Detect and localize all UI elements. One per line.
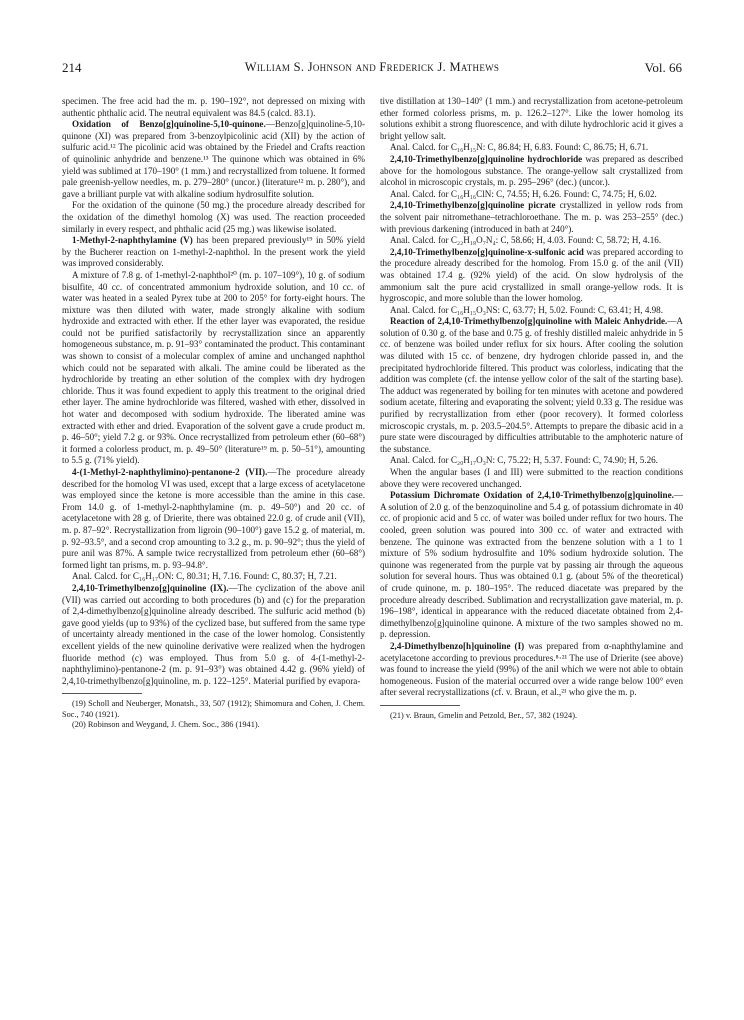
analysis-line: Anal. Calcd. for C₂₂H₁₈O₇N₄: C, 58.66; H, 4.03. Found: C, 58.72; H, 4.16. <box>390 235 662 246</box>
analysis-line: Anal. Calcd. for C₁₆H₁₅N: C, 86.84; H, 6.83. Found: C, 86.75; H, 6.71. <box>390 142 649 153</box>
section-heading: 4-(1-Methyl-2-naphthylimino)-pentanone-2 (VII). <box>72 467 268 477</box>
paragraph: 2,4-Dimethylbenzo[h]quinoline (I) was prepared from α-naphthylamine and acetylacetone according to previous procedures.⁸·²¹ The use of Drierite (see above) was found to increase the yield (99%) of the anil which we were not able to obtain homogeneous. Fusion of the material occurred over a wide range below 100° even after several recrystallizations (cf. v. Braun, et al.,²¹ who give the m. p. <box>380 640 683 698</box>
analysis-line: Anal. Calcd. for C₁₆H₁₇ON: C, 80.31; H, 7.16. Found: C, 80.37; H, 7.21. <box>72 571 337 582</box>
paragraph: Oxidation of Benzo[g]quinoline-5,10-quinone.—Benzo[g]quinoline-5,10-quinone (XI) was prepared from 3-benzoylpicolinic acid (XII) by the action of sulfuric acid.¹² The picolinic acid was obtained by the Friedel and Crafts reaction of quinolinic anhydride and benzene.¹³ The quinone which was obtained in 6% yield was sublimed at 170–190° (1 mm.) and recrystallized from toluene. It formed pale greenish-yellow needles, m. p. 279–280° (uncor.) (literature¹² m. p. 280°), and gave a brilliant purple vat with alkaline sodium hydrosulfite solution. <box>62 119 365 199</box>
volume-label: Vol. 66 <box>644 60 682 75</box>
footnote-divider <box>380 705 460 706</box>
paragraph: Potassium Dichromate Oxidation of 2,4,10-Trimethylbenzo[g]quinoline.—A solution of 2.0 g. of the benzoquinoline and 5.4 g. of potassium dichromate in 40 cc. of propionic acid and 5 cc. of water was boiled under reflux for two hours. The cooled, green solution was poured into 300 cc. of water and extracted with benzene. The quinone was extracted from the benzene solution with a 1 to 1 mixture of 5% sodium hydrosulfite and 10% sodium hydroxide solution. The quinone was regenerated from the purple vat by passing air through the aqueous solution for several hours. Thus was obtained 0.1 g. (about 5% of the theoretical) of crude quinone, m. p. 180–195°. The reduced diacetate was prepared by the procedure already described. Sublimation and recrystallization gave material, m. p. 196–198°, identical in appearance with the reduced diacetate obtained from 2,4-dimethylbenzo[g]quinoline quinone. A mixture of the two samples showed no m. p. depression. <box>380 490 683 640</box>
page-number: 214 <box>62 60 82 75</box>
running-title: William S. Johnson and Frederick J. Mathews <box>244 60 500 74</box>
section-heading: 2,4,10-Trimethylbenzo[g]quinoline hydrochloride <box>390 153 583 164</box>
paragraph: tive distillation at 130–140° (1 mm.) and recrystallization from acetone-petroleum ether formed colorless prisms, m. p. 126.2–127°. Like the lower homolog its solutions exhibit a strong fluorescence, and with dilute hydrochloric acid it gives a bright yellow salt. <box>380 96 683 141</box>
paragraph: specimen. The free acid had the m. p. 190–192°, not depressed on mixing with authentic phthalic acid. The neutral equivalent was 84.5 (calcd. 83.1). <box>62 96 365 118</box>
footnote-divider <box>62 693 142 694</box>
page-header <box>62 60 682 80</box>
right-column <box>380 96 683 966</box>
section-heading: Reaction of 2,4,10-Trimethylbenzo[g]quinoline with Maleic Anhydride. <box>390 316 668 327</box>
footnote: (20) Robinson and Weygand, J. Chem. Soc., 386 (1941). <box>72 720 260 730</box>
left-column <box>62 96 365 966</box>
analysis-line: Anal. Calcd. for C₁₆H₁₆ClN: C, 74.55; H, 6.26. Found: C, 74.75; H, 6.02. <box>390 188 657 199</box>
paragraph: 2,4,10-Trimethylbenzo[g]quinoline (IX).—The cyclization of the above anil (VII) was carried out according to both procedures (b) and (c) for the preparation of 2,4-dimethylbenzo[g]quinoline already described. The sulfuric acid method (b) gave good yields (up to 93%) of the cyclized base, but suffered from the same type of uncertainty already mentioned in the case of the lower homolog. Consistently excellent yields of the new quinoline derivative were realized when the hydrogen fluoride method (c) was employed. Thus from 5.0 g. of 4-(1-methyl-2-naphthylimino)-pentanone-2 (m. p. 91–93°) was obtained 4.42 g. (96% yield) of 2,4,10-trimethylbenzo[g]quinoline, m. p. 122–125°. Material purified by evapora- <box>62 582 365 686</box>
paragraph: A mixture of 7.8 g. of 1-methyl-2-naphthol²⁰ (m. p. 107–109°), 10 g. of sodium bisulfite, 40 cc. of concentrated ammonium hydroxide solution, and 10 cc. of water was heated in a sealed Pyrex tube at 200 to 205° for forty-eight hours. The mixture was then diluted with water, made strongly alkaline with sodium hydroxide and extracted with ether. If the ether layer was evaporated, the residue could not be purified satisfactorily by recrystallization since an apparently homogeneous substance, m. p. 91–93° contaminated the product. This contaminant was shown to consist of a molecular complex of amine and unchanged naphthol which could not be separated with alkali. The amine could be liberated as the hydrochloride by treating an ether solution of the complex with dry hydrogen chloride. Thus it was found expedient to apply this treatment to the original dried ether layer. The amine hydrochloride was filtered, washed with ether, dissolved in hot water and decomposed with sodium hydroxide. The liberated amine was extracted with ether and dried. Evaporation of the solvent gave a crude product m. p. 46–50°; yield 7.2 g. or 93%. Once recrystallized from petroleum ether (60–68°) it formed a colorless product, m. p. 49–50° (literature¹⁹ m. p. 50–51°), amounting to 5.5 g. (71% yield). <box>62 269 365 466</box>
paragraph: Reaction of 2,4,10-Trimethylbenzo[g]quinoline with Maleic Anhydride.—A solution of 0.30 g. of the base and 0.75 g. of freshly distilled maleic anhydride in 5 cc. of benzene was boiled under reflux for six hours. After cooling the solution was diluted with 15 cc. of benzene, dry hydrogen chloride passed in, and the precipitated hydrochloride filtered. This product was colorless, indicating that the addition was complete (cf. the intense yellow color of the salt of the starting base). The adduct was regenerated by boiling for ten minutes with acetone and powdered sodium acetate, filtering and evaporating the solvent; yield 0.33 g. The residue was purified by recrystallization from ether (poor recovery). It formed colorless microscopic crystals, m. p. 203.5–204.5°. Attempts to prepare the dibasic acid in a pure state were discouraged by difficulties attributable to the amphoteric nature of the substance. <box>380 316 683 454</box>
footnote: (21) v. Braun, Gmelin and Petzold, Ber., 57, 382 (1924). <box>390 710 578 720</box>
analysis-line: Anal. Calcd. for C₁₆H₁₅O₃NS: C, 63.77; H, 5.02. Found: C, 63.41; H, 4.98. <box>390 304 664 315</box>
paragraph: 2,4,10-Trimethylbenzo[g]quinoline hydrochloride was prepared as described above for the homologous substance. The orange-yellow salt crystallized from alcohol in microscopic crystals, m. p. 295–296° (dec.) (uncor.). <box>380 153 683 188</box>
section-heading: 2,4,10-Trimethylbenzo[g]quinoline picrate <box>390 200 556 211</box>
paragraph: When the angular bases (I and III) were submitted to the reaction conditions above they were recovered unchanged. <box>380 467 683 489</box>
section-heading: 2,4-Dimethylbenzo[h]quinoline (I) <box>390 640 525 651</box>
paragraph: 2,4,10-Trimethylbenzo[g]quinoline picrate crystallized in yellow rods from the solvent pair nitromethane–tetrachloroethane. The m. p. was 253–255° (dec.) with previous darkening (introduced in bath at 240°). <box>380 200 683 234</box>
section-heading: 2,4,10-Trimethylbenzo[g]quinoline (IX). <box>72 582 229 593</box>
footnote: (19) Scholl and Neuberger, Monatsh., 33, 507 (1912); Shimomura and Cohen, J. Chem. Soc., 740 (1921). <box>62 699 365 719</box>
section-heading: Oxidation of Benzo[g]quinoline-5,10-quinone. <box>72 119 266 130</box>
paragraph: For the oxidation of the quinone (50 mg.) the procedure already described for the oxidation of the dimethyl homolog (X) was used. The reaction proceeded similarly in every respect, and phthalic acid (25 mg.) was likewise isolated. <box>62 200 365 234</box>
paragraph: 2,4,10-Trimethylbenzo[g]quinoline-x-sulfonic acid was prepared according to the procedure already described for the homolog. From 15.0 g. of the anil (VII) was obtained 17.4 g. (92% yield) of the acid. On slow hydrolysis of the ammonium salt the pure acid crystallized in small orange-yellow rods. It is hygroscopic, and more soluble than the lower homolog. <box>380 246 683 304</box>
analysis-line: Anal. Calcd. for C₂₀H₁₇O₃N: C, 75.22; H, 5.37. Found: C, 74.90; H, 5.26. <box>390 455 658 466</box>
paragraph: 1-Methyl-2-naphthylamine (V) has been prepared previously¹⁹ in 50% yield by the Bucherer reaction on 1-methyl-2-naphthol. In the present work the yield was improved considerably. <box>62 235 365 269</box>
section-heading: 1-Methyl-2-naphthylamine (V) <box>72 235 193 246</box>
paragraph: 4-(1-Methyl-2-naphthylimino)-pentanone-2 (VII).—The procedure already described for the homolog VI was used, except that a large excess of acetylacetone was employed since the ketone is more accessible than the amine in this case. From 14.0 g. of 1-methyl-2-naphthylamine (m. p. 49–50°) and 20 cc. of acetylacetone with 28 g. of Drierite, there was obtained 22.0 g. of crude anil (VII), m. p. 87–92°. Recrystallization from ligroin (90–100°) gave 15.2 g. of material, m. p. 92–93.5°, and a second crop amounting to 3.2 g., m. p. 90–92°; thus the yield of pure anil was 87%. A sample twice recrystallized from petroleum ether (60–68°) formed light tan prisms, m. p. 93–94.8°. <box>62 467 365 570</box>
section-heading: Potassium Dichromate Oxidation of 2,4,10-Trimethylbenzo[g]quinoline. <box>390 490 674 501</box>
section-heading: 2,4,10-Trimethylbenzo[g]quinoline-x-sulfonic acid <box>390 246 584 257</box>
